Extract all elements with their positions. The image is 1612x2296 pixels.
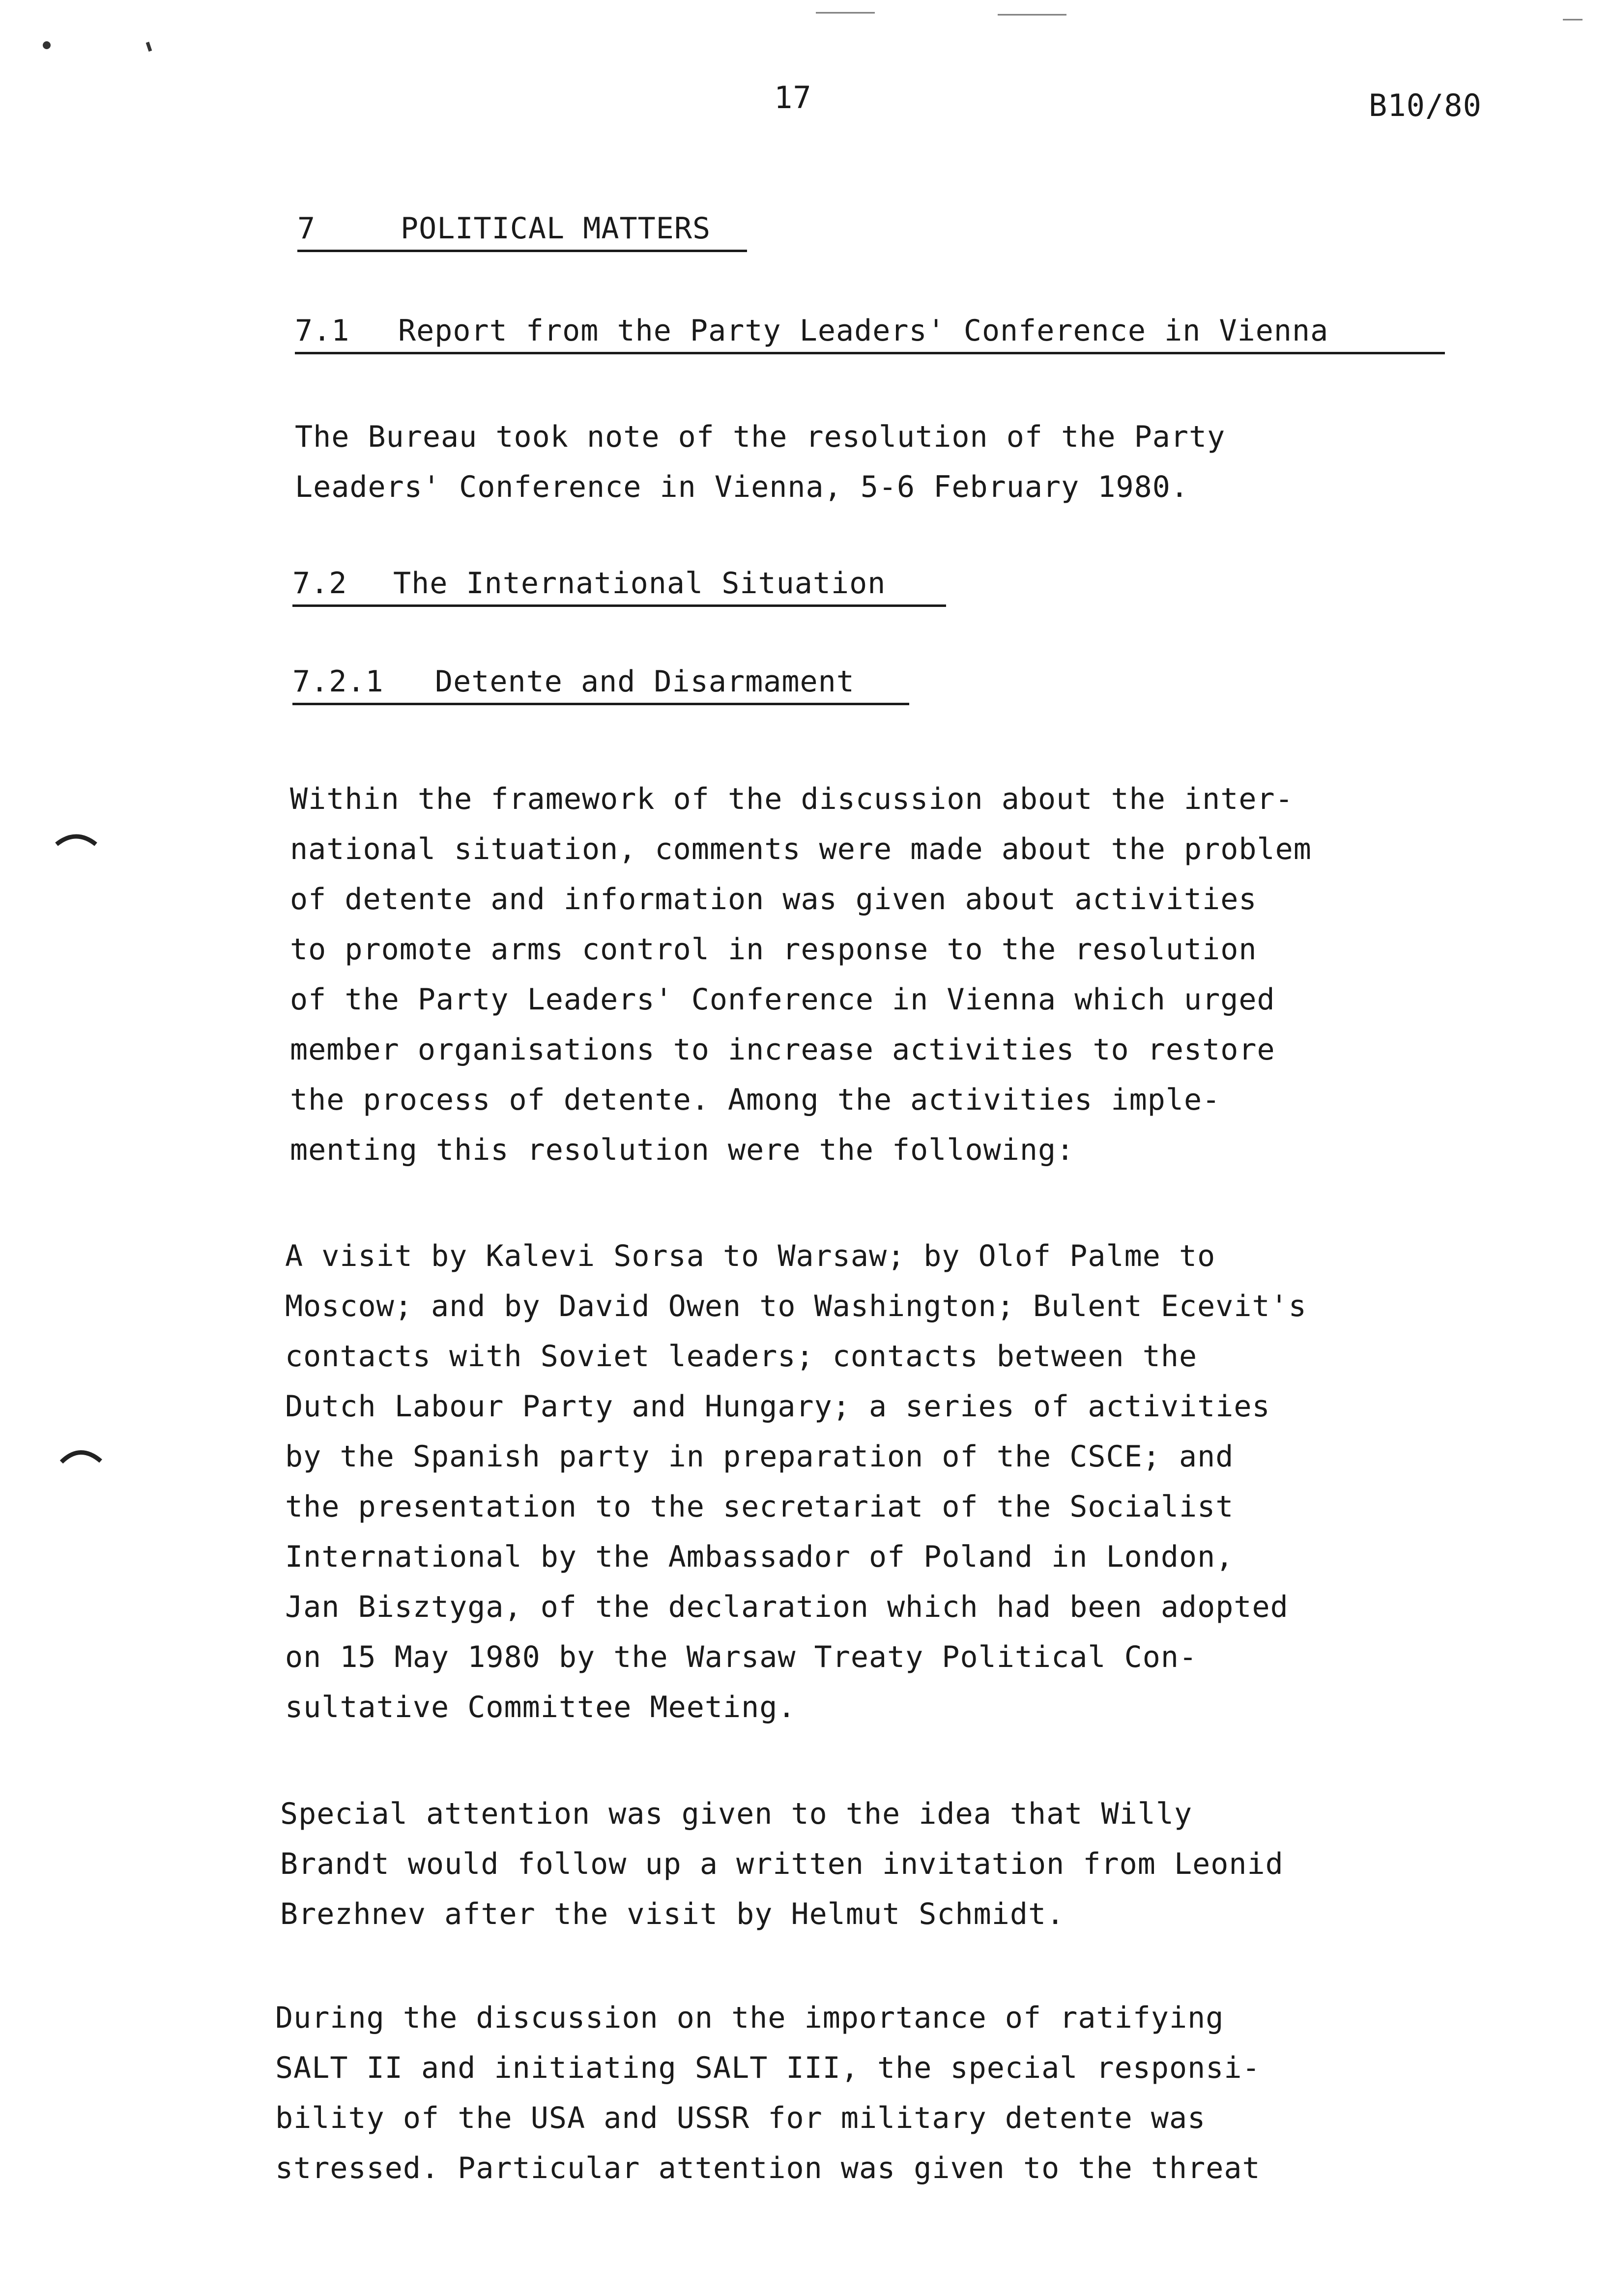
document-reference: B10/80 <box>1369 87 1482 123</box>
section-number: 7.2.1 <box>292 664 384 699</box>
text-line: menting this resolution were the following: <box>290 1133 1075 1167</box>
text-line: International by the Ambassador of Poland in London, <box>285 1540 1234 1574</box>
text-line: the process of detente. Among the activities imple- <box>290 1083 1221 1117</box>
text-line: contacts with Soviet leaders; contacts between the <box>285 1339 1198 1374</box>
text-line: to promote arms control in response to the resolution <box>290 932 1257 967</box>
section-title: Detente and Disarmament <box>435 664 855 699</box>
text-line: Jan Bisztyga, of the declaration which had been adopted <box>285 1590 1289 1624</box>
text-line: During the discussion on the importance of ratifying <box>275 2001 1224 2035</box>
scan-tick <box>147 42 150 51</box>
text-line: on 15 May 1980 by the Warsaw Treaty Political Con- <box>285 1640 1198 1674</box>
text-line: member organisations to increase activities to restore <box>290 1033 1275 1067</box>
text-line: Dutch Labour Party and Hungary; a series of activities <box>285 1389 1270 1424</box>
text-line: SALT II and initiating SALT III, the special responsi- <box>275 2051 1261 2085</box>
section-title: The International Situation <box>393 566 886 601</box>
paragraph-salt-discussion <box>275 1993 1261 2193</box>
text-line: sultative Committee Meeting. <box>285 1690 796 1724</box>
text-line: Leaders' Conference in Vienna, 5-6 February 1980. <box>295 470 1189 504</box>
text-line: A visit by Kalevi Sorsa to Warsaw; by Olof Palme to <box>285 1239 1216 1273</box>
section-number: 7.1 <box>295 314 350 348</box>
scan-dot <box>43 41 51 49</box>
text-line: of detente and information was given about activities <box>290 882 1257 917</box>
text-line: bility of the USA and USSR for military detente was <box>275 2101 1206 2135</box>
text-line: national situation, comments were made about the problem <box>290 832 1312 866</box>
scan-mark-left-2 <box>61 1452 101 1462</box>
paragraph-detente-discussion <box>290 774 1312 1175</box>
section-7-heading <box>297 211 747 252</box>
text-line: The Bureau took note of the resolution of the Party <box>295 420 1226 454</box>
text-line: Brezhnev after the visit by Helmut Schmidt. <box>280 1897 1065 1931</box>
text-line: Moscow; and by David Owen to Washington; Bulent Ecevit's <box>285 1289 1307 1323</box>
text-line: of the Party Leaders' Conference in Vienna which urged <box>290 982 1275 1017</box>
text-line: Within the framework of the discussion about the inter- <box>290 782 1294 816</box>
paragraph-brandt-invitation <box>280 1789 1284 1939</box>
page-number: 17 <box>774 80 812 115</box>
text-line: stressed. Particular attention was given to the threat <box>275 2151 1261 2185</box>
section-7-1-heading <box>295 314 1445 354</box>
section-7-2-heading <box>292 566 946 607</box>
scan-smudge-top <box>816 13 1583 20</box>
section-number: 7 <box>297 211 316 246</box>
scan-mark-left-1 <box>57 836 96 844</box>
text-line: the presentation to the secretariat of the Socialist <box>285 1490 1234 1524</box>
section-title: Report from the Party Leaders' Conference in Vienna <box>398 314 1329 348</box>
text-line: by the Spanish party in preparation of the CSCE; and <box>285 1439 1234 1474</box>
paragraph-bureau-note <box>295 412 1225 512</box>
section-number: 7.2 <box>292 566 347 601</box>
text-line: Special attention was given to the idea that Willy <box>280 1797 1193 1831</box>
section-7-2-1-heading <box>292 664 909 705</box>
section-title: POLITICAL MATTERS <box>401 211 711 246</box>
paragraph-activities-list <box>285 1231 1307 1732</box>
text-line: Brandt would follow up a written invitation from Leonid <box>280 1847 1284 1881</box>
